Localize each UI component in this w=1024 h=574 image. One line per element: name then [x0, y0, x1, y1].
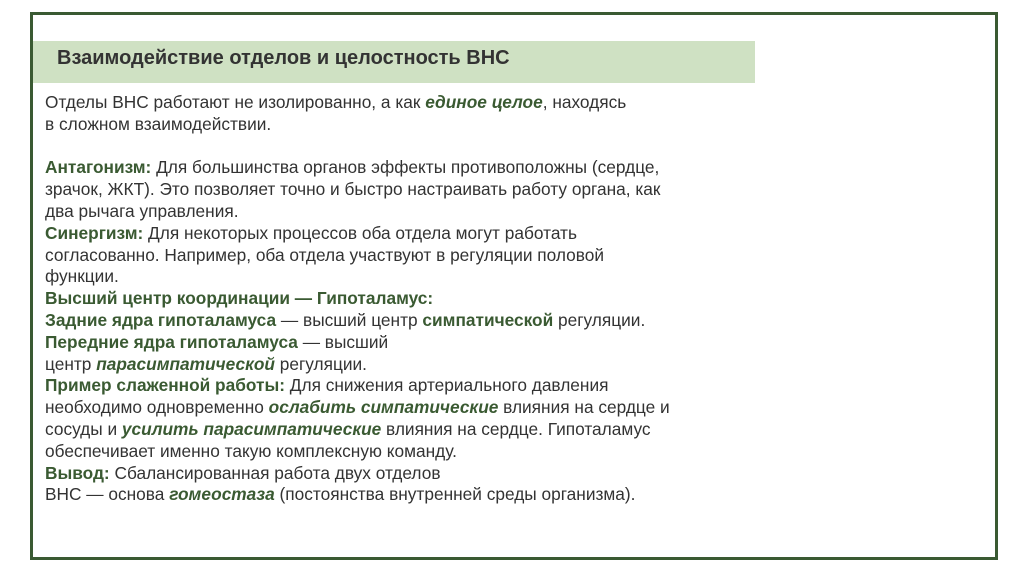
synergism-label: Синергизм: — [45, 222, 144, 243]
keyword-sympathetic: симпатической — [422, 309, 554, 330]
antagonism-line-2: зрачок, ЖКТ). Это позволяет точно и быстро настраивать работу органа, как — [45, 179, 661, 200]
conclusion-line-2: ВНС — основа гомеостаза (постоянства внутренней среды организма). — [45, 484, 636, 505]
anterior-nuclei-label: Передние ядра гипоталамуса — [45, 331, 298, 352]
intro-line-2: в сложном взаимодействии. — [45, 113, 272, 134]
posterior-nuclei-line: Задние ядра гипоталамуса — высший центр симпатической регуляции. — [45, 309, 646, 330]
keyword-parasympathetic: парасимпатической — [96, 353, 275, 374]
keyword-strengthen-parasympathetic: усилить парасимпатические — [121, 418, 382, 439]
antagonism-line-3: два рычага управления. — [45, 200, 239, 221]
anterior-nuclei-line-1: Передние ядра гипоталамуса — высший — [45, 331, 389, 352]
example-line-4: обеспечивает именно такую комплексную команду. — [45, 440, 457, 461]
keyword-weaken-sympathetic: ослабить симпатические — [268, 397, 499, 418]
slide-title: Взаимодействие отделов и целостность ВНС — [57, 47, 510, 69]
slide-frame — [30, 12, 998, 560]
paragraph-gap — [45, 136, 845, 158]
synergism-line-1: Синергизм: Для некоторых процессов оба отдела могут работать — [45, 222, 577, 243]
anterior-nuclei-line-2: центр парасимпатической регуляции. — [45, 353, 367, 374]
posterior-nuclei-label: Задние ядра гипоталамуса — [45, 309, 277, 330]
slide-body — [45, 92, 845, 506]
example-line-3: сосуды и усилить парасимпатические влияния на сердце. Гипоталамус — [45, 418, 651, 439]
keyword-unified-whole: единое целое — [425, 92, 543, 112]
example-line-2: необходимо одновременно ослабить симпатические влияния на сердце и — [45, 397, 670, 418]
synergism-line-3: функции. — [45, 266, 119, 287]
synergism-line-2: согласованно. Например, оба отдела участвуют в регуляции половой — [45, 244, 605, 265]
antagonism-label: Антагонизм: — [45, 157, 152, 178]
conclusion-label: Вывод: — [45, 462, 110, 483]
coordination-center-heading: Высший центр координации — Гипоталамус: — [45, 288, 434, 309]
antagonism-line-1: Антагонизм: Для большинства органов эффекты противоположны (сердце, — [45, 157, 660, 178]
keyword-homeostasis: гомеостаза — [169, 484, 275, 505]
example-line-1: Пример слаженной работы: Для снижения артериального давления — [45, 375, 609, 396]
conclusion-line-1: Вывод: Сбалансированная работа двух отделов — [45, 462, 441, 483]
intro-line-1: Отделы ВНС работают не изолированно, а как единое целое, находясь — [45, 92, 627, 112]
example-label: Пример слаженной работы: — [45, 375, 285, 396]
